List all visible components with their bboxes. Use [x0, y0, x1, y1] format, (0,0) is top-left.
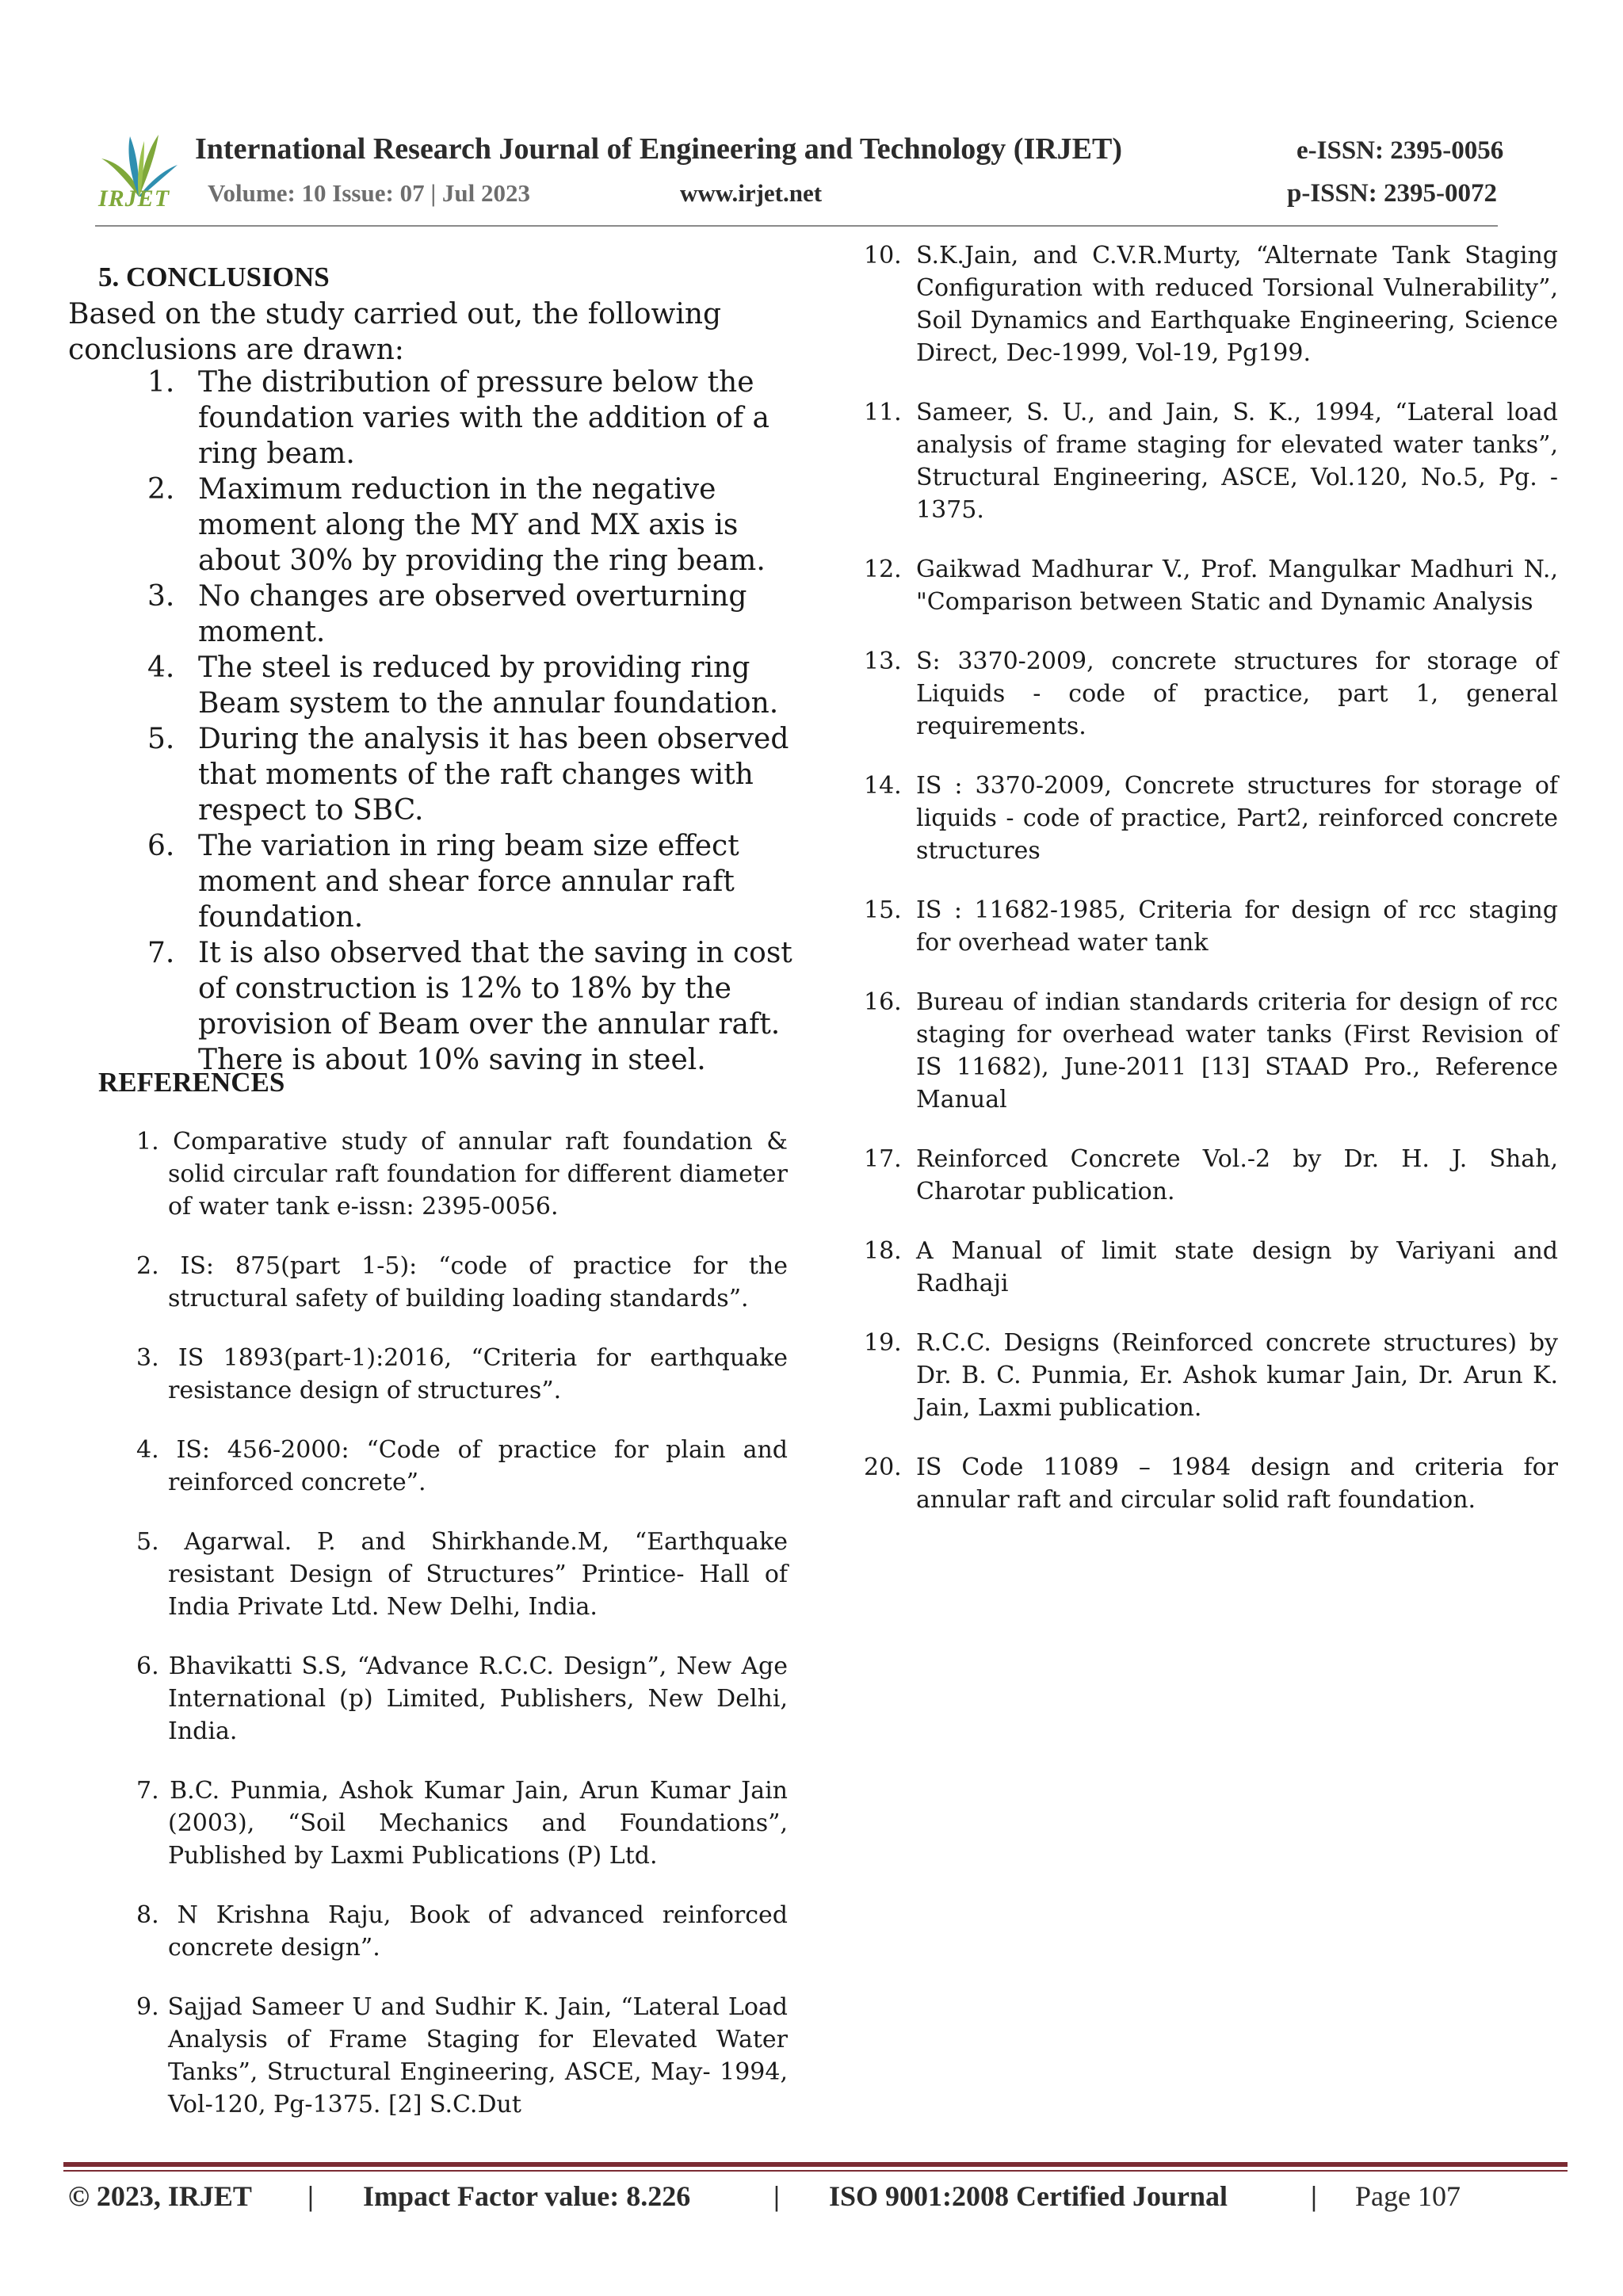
footer-separator: | — [1311, 2180, 1317, 2212]
footer-separator: | — [307, 2180, 314, 2212]
reference-item: 10. S.K.Jain, and C.V.R.Murty, “Alternate Tank Staging Configuration with reduced Torsional Vulnerability”, Soil Dynamics and Earthquake Engineering, Science Direct, Dec-1999, Vol-19, Pg199. — [864, 242, 1558, 367]
conclusion-item: 4. The steel is reduced by providing ring Beam system to the annular foundation. — [147, 651, 779, 720]
conclusion-item: 5. During the analysis it has been observed that moments of the raft changes with respect to SBC. — [147, 723, 789, 827]
reference-item: 4. IS: 456-2000: “Code of practice for plain and reinforced concrete”. — [136, 1436, 788, 1496]
reference-item: 7. B.C. Punmia, Ashok Kumar Jain, Arun Kumar Jain (2003), “Soil Mechanics and Foundations”, Published by Laxmi Publications (P) Ltd. — [136, 1777, 788, 1870]
logo-text: IRJET — [98, 185, 170, 212]
footer-separator: | — [773, 2180, 780, 2212]
references-heading: REFERENCES — [98, 1067, 285, 1098]
reference-item: 9. Sajjad Sameer U and Sudhir K. Jain, “Lateral Load Analysis of Frame Staging for Elevated Water Tanks”, Structural Engineering, ASCE, May- 1994, Vol-120, Pg-1375. [2] S.C.Dut — [136, 1993, 788, 2118]
footer-rule-thin — [63, 2170, 1568, 2172]
references-list-left — [117, 1125, 788, 2148]
conclusion-item: 7. It is also observed that the saving in cost of construction is 12% to 18% by the provision of Beam over the annular raft. There is about 10% saving in steel. — [147, 937, 792, 1076]
eissn: e-ISSN: 2395-0056 — [1296, 136, 1504, 165]
reference-item: 12. Gaikwad Madhurar V., Prof. Mangulkar Madhuri N., "Comparison between Static and Dynamic Analysis — [864, 556, 1558, 616]
references-list-right — [864, 239, 1558, 1543]
reference-item: 6. Bhavikatti S.S, “Advance R.C.C. Design”, New Age International (p) Limited, Publishers, New Delhi, India. — [136, 1652, 788, 1745]
conclusion-item: 2. Maximum reduction in the negative moment along the MY and MX axis is about 30% by providing the ring beam. — [147, 473, 766, 577]
page-number: Page 107 — [1355, 2180, 1461, 2212]
pissn: p-ISSN: 2395-0072 — [1287, 179, 1497, 208]
reference-item: 5. Agarwal. P. and Shirkhande.M, “Earthquake resistant Design of Structures” Printice- Hall of India Private Ltd. New Delhi, India. — [136, 1528, 788, 1621]
website-link[interactable]: www.irjet.net — [680, 179, 823, 207]
conclusions-list — [68, 365, 797, 1078]
footer-rule-thick — [63, 2162, 1568, 2167]
reference-item: 3. IS 1893(part-1):2016, “Criteria for earthquake resistance design of structures”. — [136, 1344, 788, 1404]
conclusions-intro: Based on the study carried out, the following conclusions are drawn: — [68, 298, 722, 366]
reference-item: 8. N Krishna Raju, Book of advanced reinforced concrete design”. — [136, 1901, 788, 1962]
reference-item: 14. IS : 3370-2009, Concrete structures for storage of liquids - code of practice, Part2, reinforced concrete structures — [864, 772, 1558, 865]
volume-info: Volume: 10 Issue: 07 | Jul 2023 — [208, 179, 530, 207]
footer-copyright: © 2023, IRJET — [68, 2180, 252, 2212]
reference-item: 19. R.C.C. Designs (Reinforced concrete structures) by Dr. B. C. Punmia, Er. Ashok kumar Jain, Dr. Arun K. Jain, Laxmi publication. — [864, 1329, 1558, 1422]
footer-iso: ISO 9001:2008 Certified Journal — [829, 2180, 1228, 2212]
reference-item: 13. S: 3370-2009, concrete structures for storage of Liquids - code of practice, part 1, general requirements. — [864, 648, 1558, 740]
reference-item: 2. IS: 875(part 1-5): “code of practice for the structural safety of building loading standards”. — [136, 1252, 788, 1312]
reference-item: 15. IS : 11682-1985, Criteria for design of rcc staging for overhead water tank — [864, 896, 1558, 957]
conclusion-item: 3. No changes are observed overturning moment. — [147, 580, 747, 648]
footer-impact-factor: Impact Factor value: 8.226 — [363, 2180, 691, 2212]
journal-title: International Research Journal of Engineering and Technology (IRJET) — [195, 132, 1123, 166]
reference-item: 20. IS Code 11089 – 1984 design and criteria for annular raft and circular solid raft foundation. — [864, 1454, 1558, 1514]
reference-item: 18. A Manual of limit state design by Variyani and Radhaji — [864, 1237, 1558, 1297]
reference-item: 16. Bureau of indian standards criteria for design of rcc staging for overhead water tanks (First Revision of IS 11682), June-2011 [13] STAAD Pro., Reference Manual — [864, 988, 1558, 1114]
header-divider — [95, 225, 1498, 227]
reference-item: 17. Reinforced Concrete Vol.-2 by Dr. H. J. Shah, Charotar publication. — [864, 1145, 1558, 1205]
reference-item: 1. Comparative study of annular raft foundation & solid circular raft foundation for different diameter of water tank e-issn: 2395-0056. — [136, 1128, 788, 1221]
conclusion-item: 1. The distribution of pressure below the foundation varies with the addition of a ring beam. — [147, 366, 769, 470]
reference-item: 11. Sameer, S. U., and Jain, S. K., 1994, “Lateral load analysis of frame staging for elevated water tanks”, Structural Engineering, ASCE, Vol.120, No.5, Pg. - 1375. — [864, 399, 1558, 524]
conclusion-item: 6. The variation in ring beam size effect moment and shear force annular raft foundation. — [147, 830, 739, 934]
conclusions-heading: 5. CONCLUSIONS — [98, 262, 330, 292]
